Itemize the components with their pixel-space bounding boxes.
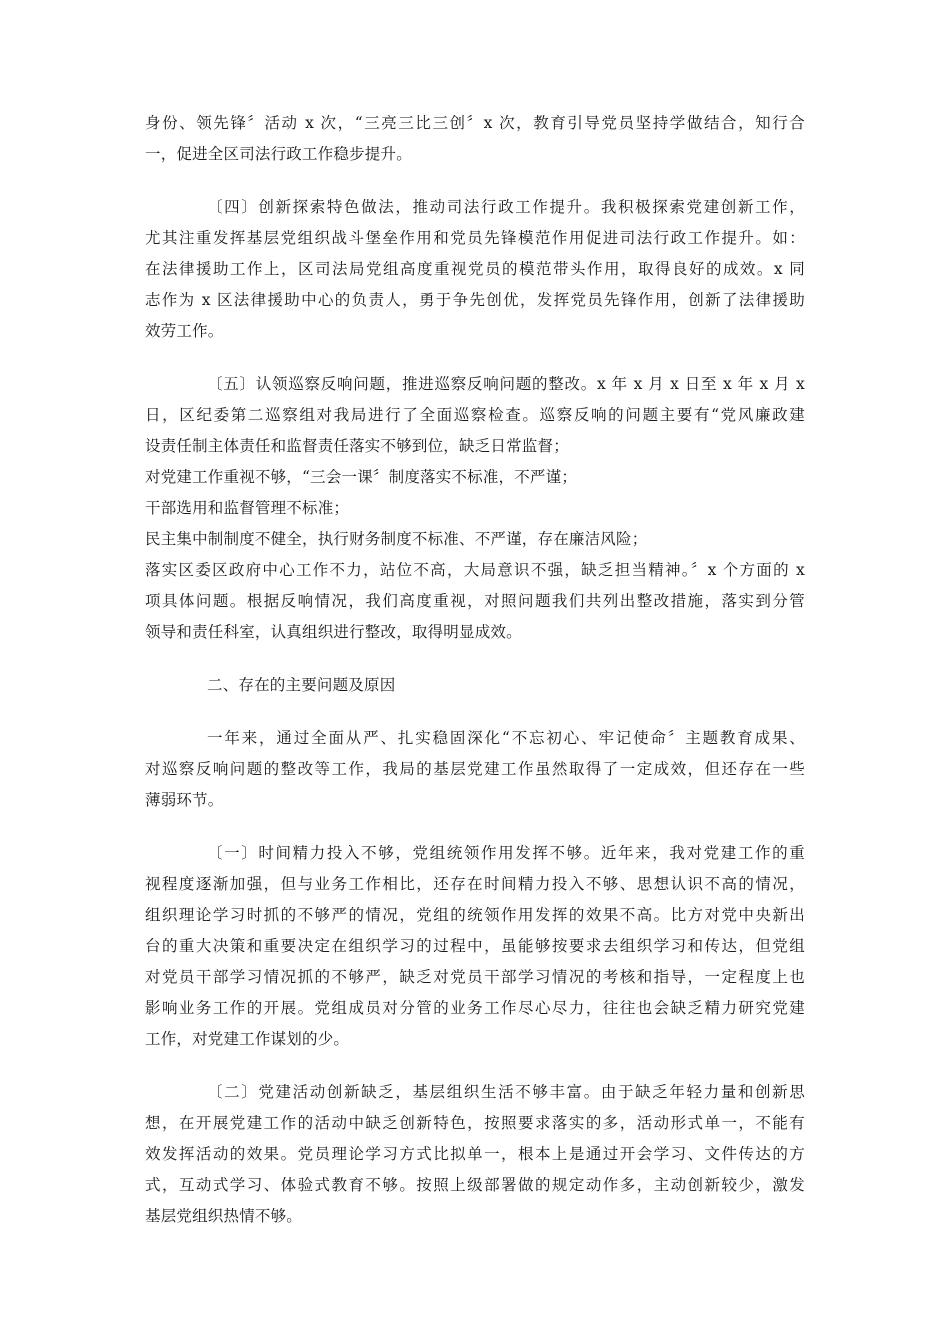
text-line: 影响业务工作的开展。党组成员对分管的业务工作尽心尽力，往往也会缺乏精力研究党建 — [145, 999, 805, 1017]
paragraph-issue-cadres — [145, 493, 805, 524]
text-line: 在法律援助工作上，区司法局党组高度重视党员的模范带头作用，取得良好的成效。x 同 — [145, 260, 805, 278]
paragraph-gap — [145, 816, 805, 838]
text-line: 志作为 x 区法律援助中心的负责人，勇于争先创优，发挥党员先锋作用，创新了法律援助 — [145, 291, 805, 309]
paragraph-issue-implementation — [145, 555, 805, 648]
text-line: 〔五〕认领巡察反响问题，推进巡察反响问题的整改。x 年 x 月 x 日至 x 年 x 月 x — [207, 375, 805, 393]
text-line: 一年来，通过全面从严、扎实稳固深化“不忘初心、牢记使命〞主题教育成果、 — [207, 729, 805, 747]
paragraph-party-activities — [145, 108, 805, 170]
paragraph-issue-meetings — [145, 462, 805, 493]
paragraph-gap — [145, 648, 805, 670]
text-line: 效劳工作。 — [145, 322, 224, 340]
text-line: 民主集中制制度不健全，执行财务制度不标准、不严谨，存在廉洁风险； — [145, 530, 648, 548]
paragraph-overview — [145, 723, 805, 816]
text-line: 对巡察反响问题的整改等工作，我局的基层党建工作虽然取得了一定成效，但还存在一些 — [145, 760, 805, 778]
text-line: 台的重大决策和重要决定在组织学习的过程中，虽能够按要求去组织学习和传达，但党组 — [145, 937, 805, 955]
text-line: 对党建工作重视不够，“三会一课〞制度落实不标准，不严谨； — [145, 468, 578, 486]
paragraph-problem-one — [145, 838, 805, 1055]
paragraph-gap — [145, 1055, 805, 1077]
text-line: 尤其注重发挥基层党组织战斗堡垒作用和党员先锋模范作用促进司法行政工作提升。如： — [145, 229, 805, 247]
paragraph-gap — [145, 701, 805, 723]
paragraph-problem-two — [145, 1077, 805, 1232]
text-line: 对党员干部学习情况抓的不够严，缺乏对党员干部学习情况的考核和指导，一定程度上也 — [145, 968, 805, 986]
text-line: 想，在开展党建工作的活动中缺乏创新特色，按照要求落实的多，活动形式单一，不能有 — [145, 1114, 805, 1132]
text-line: 设责任制主体责任和监督责任落实不够到位，缺乏日常监督； — [145, 437, 569, 455]
text-line: 身份、领先锋〞活动 x 次，“三亮三比三创〞x 次，教育引导党员坚持学做结合，知行合 — [145, 114, 805, 132]
text-line: 干部选用和监督管理不标准； — [145, 499, 350, 517]
paragraph-inspection — [145, 369, 805, 462]
text-line: 一，促进全区司法行政工作稳步提升。 — [145, 145, 412, 163]
document-page — [145, 108, 805, 1232]
paragraph-gap — [145, 170, 805, 192]
text-line: 〔二〕党建活动创新缺乏，基层组织生活不够丰富。由于缺乏年轻力量和创新思 — [207, 1083, 805, 1101]
text-line: 领导和责任科室，认真组织进行整改，取得明显成效。 — [145, 623, 522, 641]
section-heading-text: 二、存在的主要问题及原因 — [207, 676, 396, 694]
text-line: 视程度逐渐加强，但与业务工作相比，还存在时间精力投入不够、思想认识不高的情况， — [145, 875, 805, 893]
text-line: 〔一〕时间精力投入不够，党组统领作用发挥不够。近年来，我对党建工作的重 — [207, 844, 805, 862]
paragraph-issue-centralism — [145, 524, 805, 555]
text-line: 基层党组织热情不够。 — [145, 1207, 303, 1225]
text-line: 落实区委区政府中心工作不力，站位不高，大局意识不强，缺乏担当精神。〞x 个方面的 x — [145, 561, 805, 579]
text-line: 项具体问题。根据反响情况，我们高度重视，对照问题我们共列出整改措施，落实到分管 — [145, 592, 805, 610]
text-line: 式，互动式学习、体验式教育不够。按照上级部署做的规定动作多，主动创新较少，激发 — [145, 1176, 805, 1194]
paragraph-gap — [145, 347, 805, 369]
text-line: 〔四〕创新探索特色做法，推动司法行政工作提升。我积极探索党建创新工作， — [207, 198, 805, 216]
paragraph-innovation — [145, 192, 805, 347]
text-line: 日，区纪委第二巡察组对我局进行了全面巡察检查。巡察反响的问题主要有“党风廉政建 — [145, 406, 805, 424]
text-line: 组织理论学习时抓的不够严的情况，党组的统领作用发挥的效果不高。比方对党中央新出 — [145, 906, 805, 924]
section-heading — [145, 670, 805, 701]
text-line: 效发挥活动的效果。党员理论学习方式比拟单一，根本上是通过开会学习、文件传达的方 — [145, 1145, 805, 1163]
text-line: 薄弱环节。 — [145, 791, 224, 809]
text-line: 工作，对党建工作谋划的少。 — [145, 1030, 350, 1048]
